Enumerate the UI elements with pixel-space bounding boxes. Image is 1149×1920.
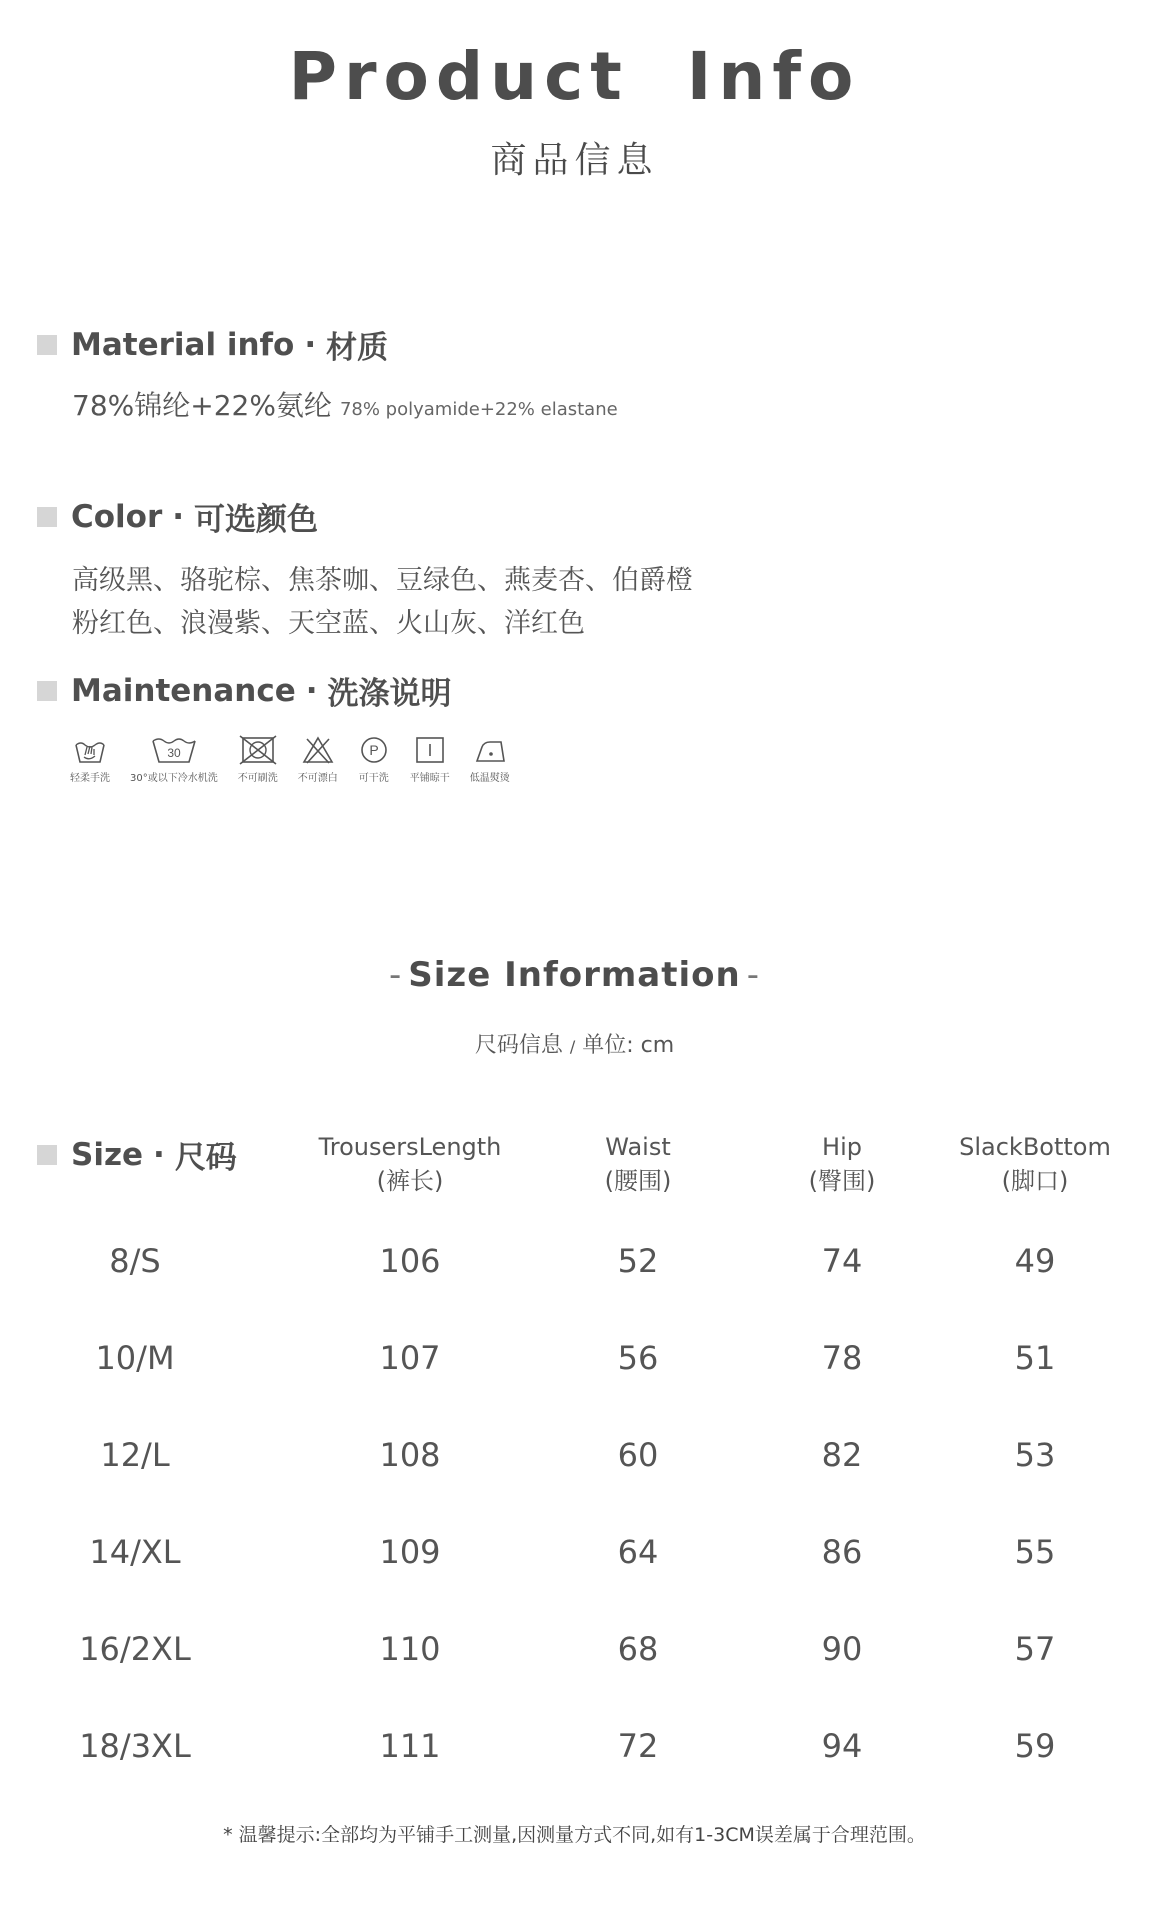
care-item-wash-30: 30 30°或以下冷水机洗 [130,735,218,784]
color-list-line-2: 粉红色、浪漫紫、天空蓝、火山灰、洋红色 [72,608,585,639]
care-item-hand-wash: 轻柔手洗 [70,735,110,784]
care-item-no-tumble: 不可刷洗 [238,735,278,784]
size-info-subtitle [0,1028,1149,1059]
size-heading-cn: 尺码 [174,1140,237,1176]
material-value [72,384,618,424]
color-heading-en: Color [71,498,163,535]
maintenance-heading-cn: 洗涤说明 [327,676,452,712]
page-title: Product Info [288,38,861,115]
svg-text:30: 30 [167,746,181,760]
size-info-title [0,955,1149,995]
section-square-icon [37,681,57,701]
size-heading [37,1132,237,1177]
no-bleach-icon [301,735,335,765]
size-sub-slash: / [569,1037,576,1056]
care-item-no-bleach: 不可漂白 [298,735,338,784]
col-header-waist: Waist (腰围) [604,1133,672,1195]
size-heading-en: Size [71,1136,144,1173]
dry-clean-p-icon [358,735,390,765]
wash-30-icon [150,735,198,765]
section-square-icon [37,335,57,355]
col-header-length: TrousersLength (裤长) [318,1133,502,1195]
flat-dry-icon [413,735,447,765]
heading-dot: · [153,1136,165,1173]
section-square-icon [37,1145,57,1165]
heading-dot: · [172,498,185,535]
measurement-note: * 温馨提示:全部均为平铺手工测量,因测量方式不同,如有1-3CM误差属于合理范围。 [223,1824,926,1846]
maintenance-heading [37,668,452,713]
care-item-dry-clean: P 可干洗 [358,735,390,784]
material-heading-en: Material info [71,326,295,363]
svg-text:P: P [369,742,379,758]
color-list-line-1: 高级黑、骆驼棕、焦茶咖、豆绿色、燕麦杏、伯爵橙 [72,565,693,596]
color-heading-cn: 可选颜色 [194,502,319,538]
section-square-icon [37,507,57,527]
material-heading-cn: 材质 [326,330,389,366]
col-header-hip: Hip (臀围) [808,1133,876,1195]
care-item-low-iron: 低温熨烫 [470,735,510,784]
low-iron-icon [473,735,507,765]
col-header-bottom: SlackBottom (脚口) [959,1133,1111,1195]
material-value-en: 78% polyamide+22% elastane [339,399,618,420]
size-info-title-text: Size Information [408,955,741,995]
material-heading [37,322,388,367]
title-dash-left: - [388,955,403,995]
material-value-cn: 78%锦纶+22%氨纶 [72,389,332,422]
heading-dot: · [305,672,318,709]
page-subtitle: 商品信息 [490,140,659,181]
size-sub-cn: 尺码信息 [474,1033,563,1058]
color-heading [37,494,318,539]
size-sub-unit: 单位: cm [582,1033,675,1058]
hand-wash-icon [73,735,107,765]
care-item-flat-dry: 平铺晾干 [410,735,450,784]
no-tumble-icon [238,735,278,765]
heading-dot: · [304,326,317,363]
maintenance-heading-en: Maintenance [71,672,296,709]
care-icons [70,735,530,784]
title-dash-right: - [746,955,760,995]
